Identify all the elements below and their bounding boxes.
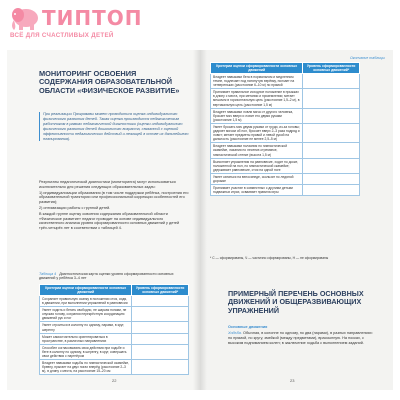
body-paragraph: Обычная, в колонне по одному, по два (парами), в разных направлениях: по прямой, по кругу, змейкой (между предметами), врассыпную. На носках, с высоким подниманием колен; в заключение ходьба с выполнением заданий. bbox=[228, 331, 373, 345]
criteria-cell: Владеет навыками ловли мяча от другого человека, бросает мяч вверх и ловит его двумя руками (расстояние 1,5 м) bbox=[211, 108, 303, 123]
body-lead: Ходьба. bbox=[228, 331, 242, 335]
book-gutter bbox=[193, 50, 207, 390]
running-head: Окончание таблицы bbox=[350, 56, 385, 60]
table-caption bbox=[39, 272, 189, 281]
criteria-cell: Принимает участие в совместных с другими детьми подвижных играх, осваивает правила игры bbox=[211, 185, 303, 196]
criteria-cell: Умеет кататься на велосипеде, скользит по ледяной дорожке bbox=[211, 173, 303, 184]
page-number: 23 bbox=[290, 378, 295, 383]
criteria-cell: Владеет навыками бега в нормальном и медленном темпе, подлезает под натянутую верёвку, ползает на четвереньках (расстояние 6–10 м) по прямой bbox=[211, 74, 303, 89]
assessment-table bbox=[39, 284, 189, 375]
level-cell bbox=[132, 344, 189, 359]
table-footnote: * С — сформированы, Ч — частично сформированы, Н — не сформированы bbox=[210, 256, 329, 260]
table-row bbox=[211, 123, 360, 142]
criteria-cell: Владеет навыками ходьбы по гимнастической скамейке, бревну, прыгает на двух ногах вперёд (расстояние 2–3 м), в длину с места, на расстояние 15–20 см bbox=[40, 360, 132, 375]
level-cell bbox=[303, 89, 360, 108]
assessment-table-continued bbox=[210, 62, 360, 196]
body-paragraph: 1) индивидуализации образования (в том числе поддержки ребёнка, построения его образовательной траектории или профессиональной коррекции особенностей его развития); bbox=[39, 190, 189, 205]
table-row bbox=[211, 74, 360, 89]
table-row bbox=[40, 360, 189, 375]
table-row bbox=[40, 344, 189, 359]
table-row bbox=[211, 143, 360, 158]
level-cell bbox=[303, 173, 360, 184]
table-row bbox=[211, 108, 360, 123]
level-cell bbox=[303, 74, 360, 89]
level-cell bbox=[303, 108, 360, 123]
criteria-cell: Умеет бросать мяч двумя руками от груди, из-за головы; ударяет мячом об пол, бросает вверх 2–3 раза подряд и ловит; метает предметы правой и левой рукой на дальность (расстояние не менее 2,5–5 м) bbox=[211, 123, 303, 142]
brand-logo[interactable] bbox=[6, 4, 143, 42]
page-number: 22 bbox=[112, 378, 117, 383]
section-title: МОНИТОРИНГ ОСВОЕНИЯ СОДЕРЖАНИЯ ОБРАЗОВАТЕЛЬНОЙ ОБЛАСТИ «ФИЗИЧЕСКОЕ РАЗВИТИЕ» bbox=[39, 69, 180, 95]
table-row bbox=[40, 333, 189, 344]
criteria-cell: Способен согласовывать свои действия при ходьбе и беге в колонну по одному, в шеренгу, в круг, совершать свои действия с партнёром bbox=[40, 344, 132, 359]
section-title: ПРИМЕРНЫЙ ПЕРЕЧЕНЬ ОСНОВНЫХ ДВИЖЕНИЙ И ОБЩЕРАЗВИВАЮЩИХ УПРАЖНЕНИЙ bbox=[228, 289, 364, 315]
elephant-icon bbox=[6, 4, 44, 32]
criteria-cell: Владеет навыками ползания по гимнастической скамейке, лазания по лесенке-стремянке, гимнастической стенке (высота 1,5 м) bbox=[211, 143, 303, 158]
table-row bbox=[40, 296, 189, 307]
table-caption-label: Таблица 4 bbox=[39, 272, 57, 276]
body-paragraph: 2) оптимизации работы с группой детей. bbox=[39, 205, 111, 210]
level-cell bbox=[303, 123, 360, 142]
intro-callout: При реализации Программы может проводиться оценка индивидуального физического развития детей. Такая оценка производится педагогическим работником в рамках педагогической диагностики (оценки индивидуального физического развития детей дошкольного возраста, связанной с оценкой эффективности педагогических действий и лежащей в основе их дальнейшего планирования). bbox=[39, 112, 193, 141]
level-cell bbox=[303, 143, 360, 158]
right-page bbox=[200, 50, 393, 390]
body-paragraph: В каждой группе оценку освоения содержания образовательной области «Физическое развитие» педагог проводит на основе индивидуального качественного анализа уровня сформированности основных движений у детей трёх-четырёх лет в соответствии с таблицей 4. bbox=[39, 211, 180, 231]
brand-name: ТИПТОП bbox=[42, 6, 143, 30]
table-caption-text: Диагностическая карта оценки уровня сформированности основных движений у ребёнка 3–4 лет bbox=[39, 272, 174, 281]
criteria-cell: Сохраняет правильную осанку в положении стоя, сидя, в движении, при выполнении упражнений в равновесии bbox=[40, 296, 132, 307]
left-page bbox=[7, 50, 201, 390]
brand-tagline: ВСЁ ДЛЯ СЧАСТЛИВЫХ ДЕТЕЙ bbox=[10, 32, 114, 39]
level-cell bbox=[132, 333, 189, 344]
body-paragraph: Результаты педагогической диагностики (мониторинга) могут использоваться исключительно для решения следующих образовательных задач: bbox=[39, 180, 176, 189]
table-header-level: Уровень сформированности основных движений* bbox=[303, 63, 360, 74]
table-row bbox=[211, 185, 360, 196]
level-cell bbox=[132, 307, 189, 322]
table-row bbox=[211, 89, 360, 108]
criteria-cell: Умеет строиться в колонну по одному, парами, в круг, шеренгу bbox=[40, 322, 132, 333]
table-row bbox=[40, 307, 189, 322]
criteria-cell: Умеет ходить и бегать свободно, не шаркая ногами, не опуская голову, сохраняя перекрёстную координацию движений рук и ног bbox=[40, 307, 132, 322]
level-cell bbox=[303, 185, 360, 196]
level-cell bbox=[303, 158, 360, 173]
subsection-heading: Основные движения bbox=[228, 325, 268, 329]
level-cell bbox=[132, 296, 189, 307]
level-cell bbox=[132, 322, 189, 333]
table-row bbox=[211, 158, 360, 173]
criteria-cell: Выполняет упражнения на равновесие, ходит по доске, положенной на пол, по гимнастической скамейке; удерживает равновесие, стоя на одной ноге bbox=[211, 158, 303, 173]
body-text bbox=[39, 180, 189, 232]
table-row bbox=[40, 322, 189, 333]
criteria-cell: Принимает правильное исходное положение в прыжках в длину с места, при метании и приземлении; метает мешочек в горизонтальную цель (расстояние 1,5–2 м), в вертикальную цель (расстояние 1,5 м) bbox=[211, 89, 303, 108]
body-text bbox=[228, 331, 378, 345]
table-header-criteria: Критерии оценки сформированности основных движений bbox=[211, 63, 303, 74]
level-cell bbox=[132, 360, 189, 375]
criteria-cell: Может самостоятельно ориентироваться в пространстве, в различных направлениях bbox=[40, 333, 132, 344]
table-row bbox=[211, 173, 360, 184]
table-header-criteria: Критерии оценки сформированности основных движений bbox=[40, 285, 132, 296]
table-header-level: Уровень сформированности основных движений* bbox=[132, 285, 189, 296]
book-spread bbox=[7, 50, 393, 390]
